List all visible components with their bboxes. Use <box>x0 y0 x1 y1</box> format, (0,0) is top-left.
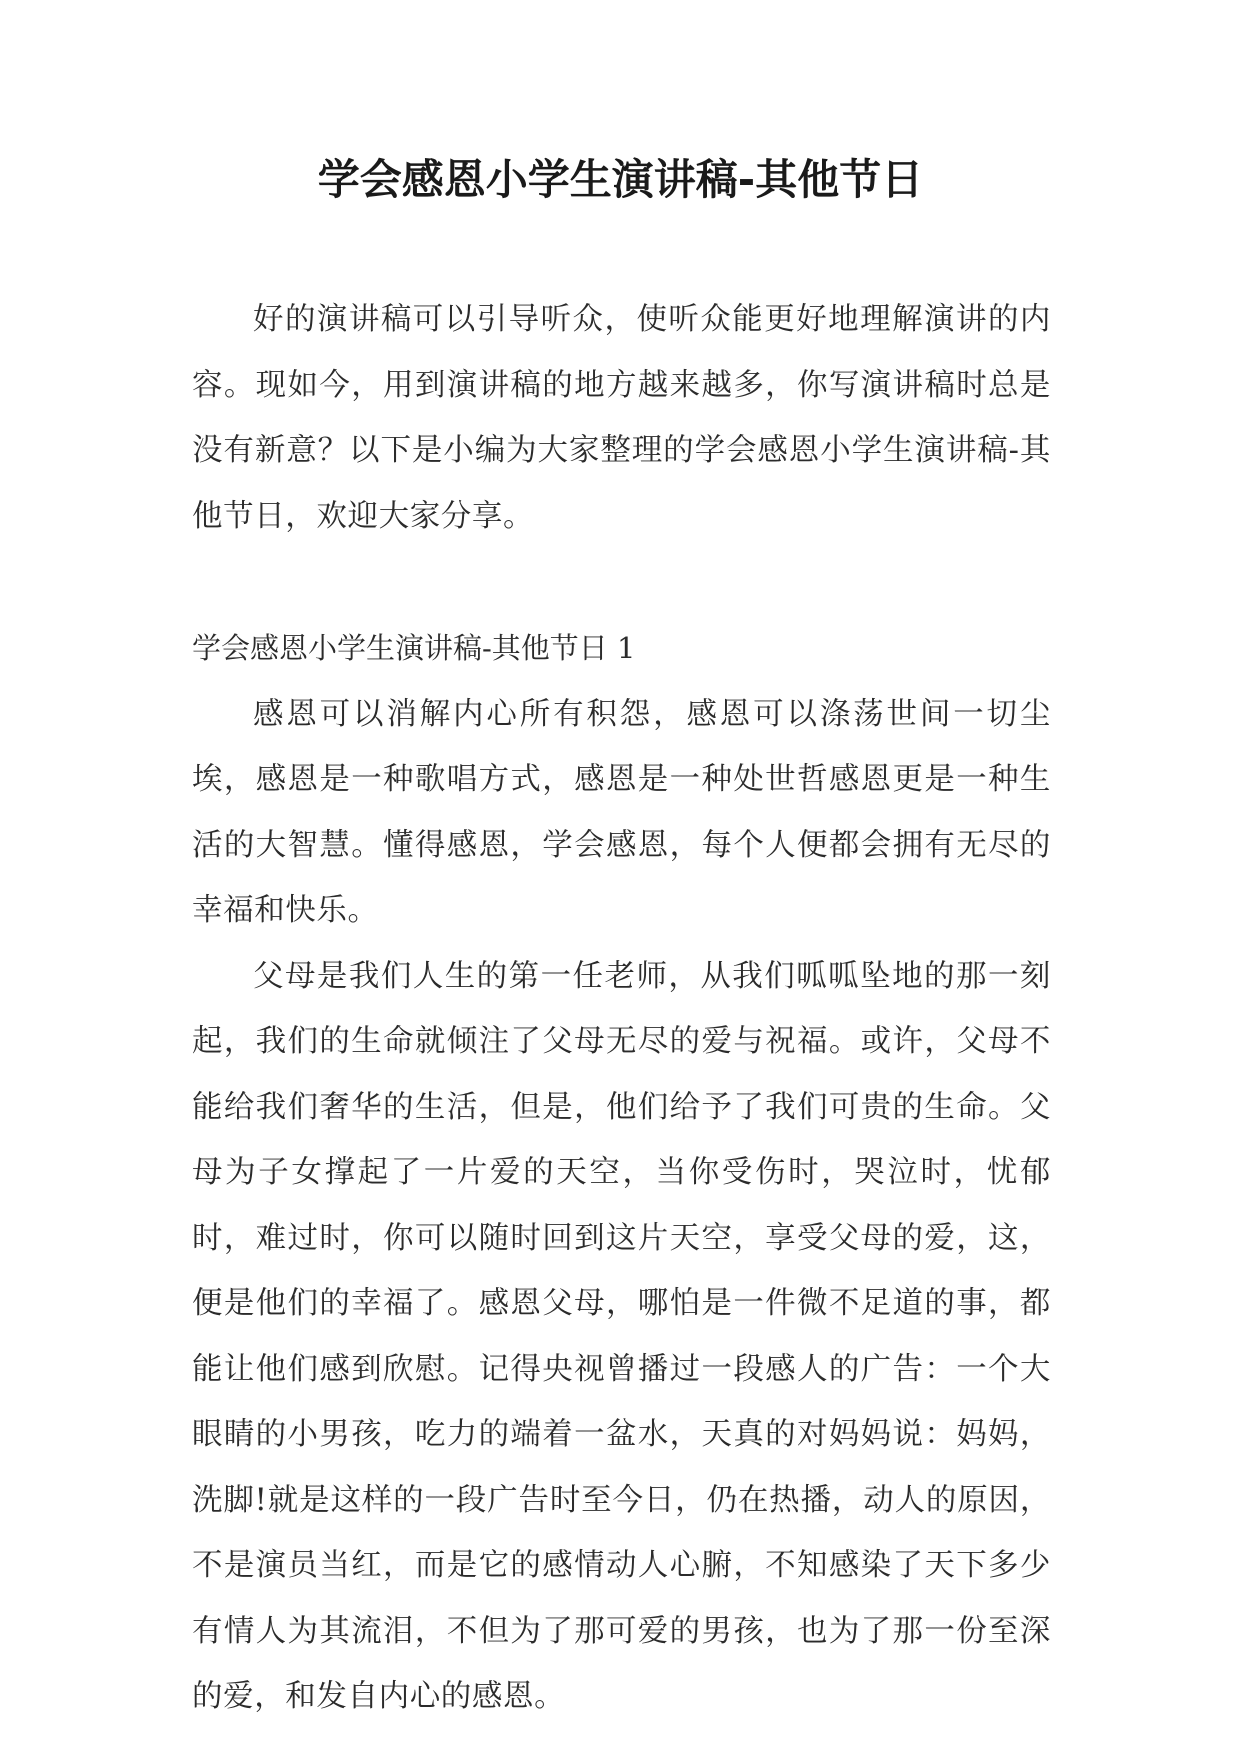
document-body <box>192 287 1051 1730</box>
document-title: 学会感恩小学生演讲稿-其他节日 <box>317 155 924 204</box>
section-1 <box>192 616 1051 1730</box>
section-paragraph: 父母是我们人生的第一任老师，从我们呱呱坠地的那一刻起，我们的生命就倾注了父母无尽的爱与祝福。或许，父母不能给我们奢华的生活，但是，他们给予了我们可贵的生命。父母为子女撑起了一片爱的天空，当你受伤时，哭泣时，忧郁时，难过时，你可以随时回到这片天空，享受父母的爱，这，便是他们的幸福了。感恩父母，哪怕是一件微不足道的事，都能让他们感到欣慰。记得央视曾播过一段感人的广告：一个大眼睛的小男孩，吃力的端着一盆水，天真的对妈妈说：妈妈，洗脚!就是这样的一段广告时至今日，仍在热播，动人的原因，不是演员当红，而是它的感情动人心腑，不知感染了天下多少有情人为其流泪，不但为了那可爱的男孩，也为了那一份至深的爱，和发自内心的感恩。 <box>192 958 1051 1714</box>
section-paragraph: 感恩可以消解内心所有积怨，感恩可以涤荡世间一切尘埃，感恩是一种歌唱方式，感恩是一种处世哲感恩更是一种生活的大智慧。懂得感恩，学会感恩，每个人便都会拥有无尽的幸福和快乐。 <box>192 696 1051 928</box>
intro-paragraph: 好的演讲稿可以引导听众，使听众能更好地理解演讲的内容。现如今，用到演讲稿的地方越来越多，你写演讲稿时总是没有新意？以下是小编为大家整理的学会感恩小学生演讲稿-其他节日，欢迎大家分享。 <box>192 302 1051 534</box>
section-heading: 学会感恩小学生演讲稿-其他节日 1 <box>192 631 636 665</box>
